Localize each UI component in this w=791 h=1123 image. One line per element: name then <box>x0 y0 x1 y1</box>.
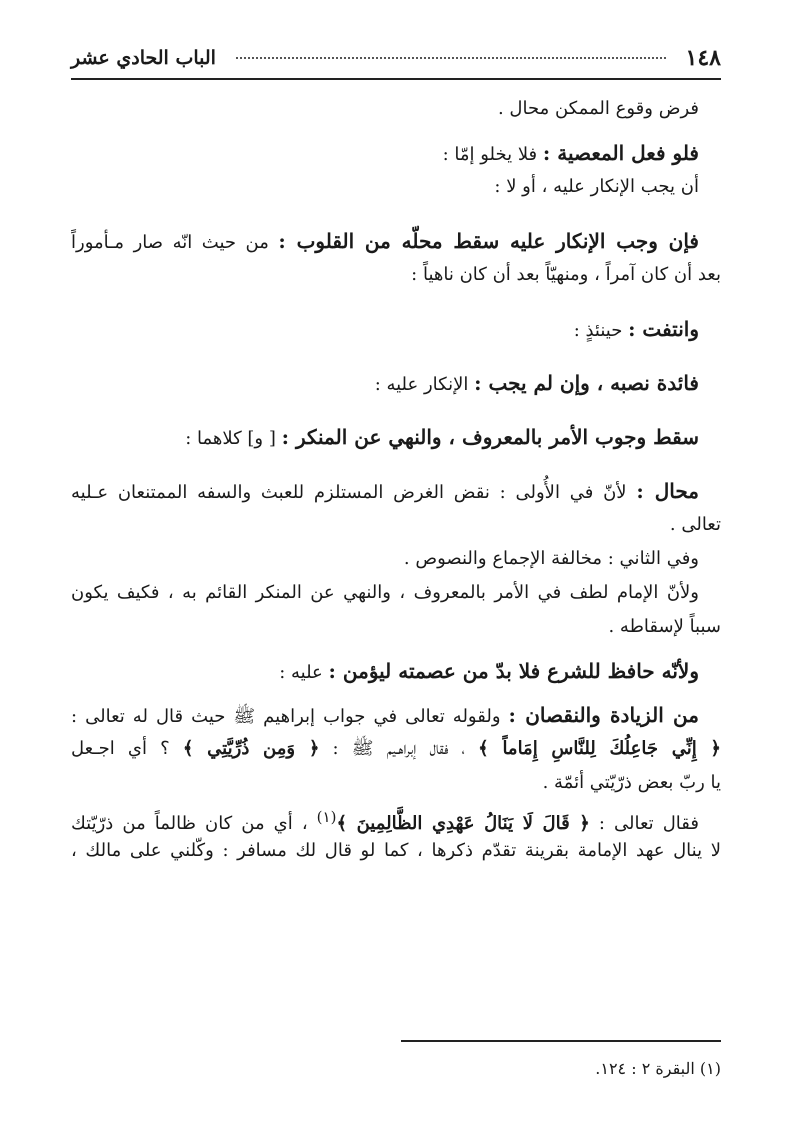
quran-quote: ﴿ قَالَ لَا يَنَالُ عَهْدِي الظَّالِمِينَ ﴾ <box>336 813 590 834</box>
page-header <box>71 38 721 80</box>
bold-heading: فإن وجب الإنكار عليه سقط محلّه من القلوب : <box>278 229 699 253</box>
text-line: بعد أن كان آمراً ، ومنهيّاً بعد أن كان ناهياً : <box>411 264 721 285</box>
bold-heading: محال : <box>636 479 699 503</box>
text-line <box>71 366 721 400</box>
text-line: تعالى . <box>669 514 721 535</box>
bold-heading: فلو فعل المعصية : <box>542 141 699 165</box>
text-line <box>71 654 721 688</box>
header-dotted-leader <box>236 57 666 59</box>
bold-heading: من الزيادة والنقصان : <box>508 703 699 727</box>
text-span: من حيث انّه صار مـأموراً <box>71 232 279 253</box>
bold-heading: ولأنّه حافظ للشرع فلا بدّ من عصمته ليؤمن : <box>328 659 699 683</box>
text-span: الإنكار عليه : <box>374 374 475 395</box>
text-line: وفي الثاني : مخالفة الإجماع والنصوص . <box>403 548 699 569</box>
footnote: (١) البقرة ٢ : ١٢٤. <box>595 1059 721 1078</box>
text-span: ، فقال إبراهـيم ﷺ : <box>319 738 479 759</box>
bold-heading: فائدة نصبه ، وإن لم يجب : <box>474 371 699 395</box>
text-line <box>71 732 721 766</box>
footnote-divider <box>401 1040 721 1042</box>
text-line <box>71 420 721 454</box>
text-span: [ و] كلاهما : <box>185 428 282 449</box>
text-span: لأنّ في الأُولى : نقض الغرض المستلزم للعبث والسفه الممتنعان عـليه <box>71 482 637 503</box>
chapter-title: الباب الحادي عشر <box>71 47 216 69</box>
quran-quote: ﴿ وَمِن ذُرِّيَّتِي ﴾ <box>182 738 320 759</box>
text-span: حينئذٍ : <box>573 320 629 341</box>
text-line: فرض وقوع الممكن محال . <box>497 98 699 119</box>
text-span: ولقوله تعالى في جواب إبراهيم ﷺ حيث قال له تعالى : <box>71 706 509 727</box>
text-line <box>71 224 721 258</box>
bold-heading: وانتفت : <box>628 317 699 341</box>
text-line <box>71 136 721 170</box>
text-span: فقال تعالى : <box>589 813 699 834</box>
body-text <box>71 92 721 868</box>
text-line: ولأنّ الإمام لطف في الأمر بالمعروف ، والنهي عن المنكر القائم به ، فكيف يكون <box>71 582 699 603</box>
text-span: عليه : <box>279 662 329 683</box>
text-line: سبباً لإسقاطه . <box>608 616 721 637</box>
text-line <box>71 474 721 508</box>
page-number: ١٤٨ <box>685 45 721 71</box>
text-line <box>71 800 721 834</box>
text-span: فلا يخلو إمّا : <box>442 144 543 165</box>
text-span: ؟ أي اجـعل <box>71 738 183 759</box>
quran-quote: ﴿ إِنِّي جَاعِلُكَ لِلنَّاسِ إِمَاماً ﴾ <box>478 738 721 759</box>
footnote-ref[interactable]: (١) <box>316 808 337 826</box>
text-line <box>71 698 721 732</box>
text-line: لا ينال عهد الإمامة بقرينة تقدّم ذكرها ، كما لو قال لك مسافر : وكّلني على مالك ، <box>71 840 721 861</box>
text-line <box>71 312 721 346</box>
text-span: ، أي من كان ظالماً من ذرّيّتك <box>71 813 317 834</box>
bold-heading: سقط وجوب الأمر بالمعروف ، والنهي عن المنكر : <box>281 425 699 449</box>
text-line: أن يجب الإنكار عليه ، أو لا : <box>494 176 699 197</box>
text-line: يا ربّ بعض ذرّيّتي أئمّة . <box>542 772 721 793</box>
